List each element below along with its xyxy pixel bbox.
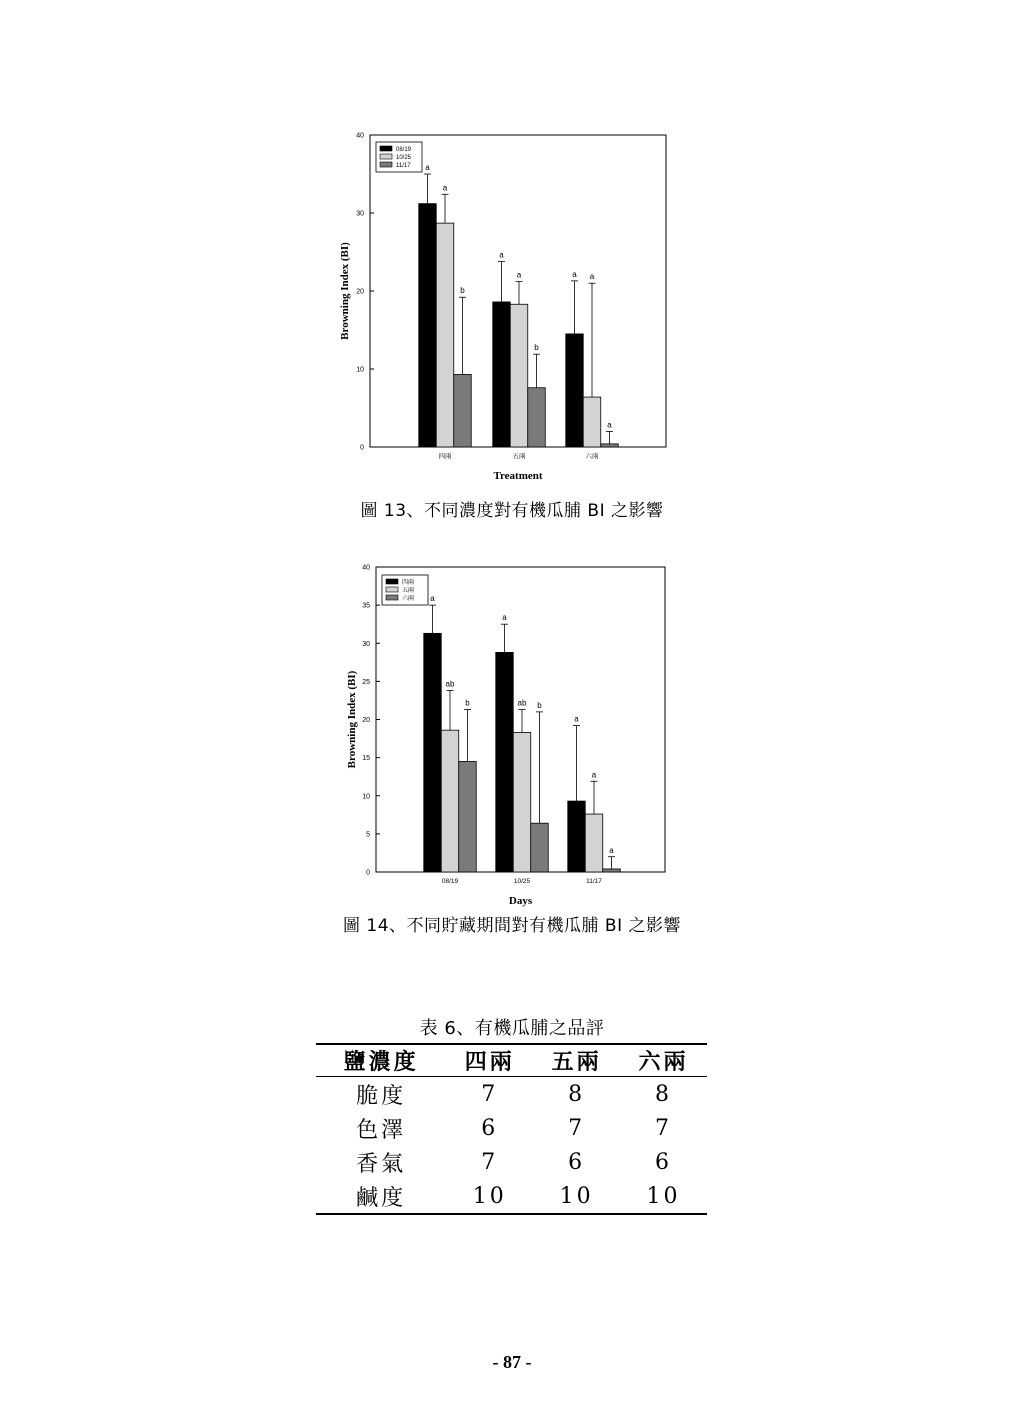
header-5-liang: 五兩	[533, 1044, 620, 1077]
significance-label: a	[430, 594, 435, 604]
legend-label: 四兩	[402, 580, 415, 586]
table-cell: 6	[568, 1149, 586, 1175]
bar	[454, 374, 472, 447]
figure-14-caption: 圖 14、不同貯藏期間對有機瓜脯 BI 之影響	[342, 916, 682, 936]
bar	[568, 801, 586, 872]
y-tick-label: 30	[362, 640, 370, 648]
bar	[424, 633, 442, 872]
table-cell: 7	[568, 1115, 586, 1141]
table-cell: 7	[481, 1149, 499, 1175]
table-cell: 7	[481, 1081, 499, 1107]
header-4-liang: 四兩	[446, 1044, 533, 1077]
row-label: 脆度	[356, 1083, 407, 1109]
row-label: 鹹度	[316, 1179, 446, 1214]
bar	[585, 814, 603, 872]
y-axis-title: Browning Index (BI)	[339, 242, 351, 340]
table-cell: 6	[481, 1115, 499, 1141]
bar	[441, 730, 459, 872]
legend-label: 五兩	[402, 588, 415, 594]
legend-swatch	[386, 595, 398, 600]
header-6-liang: 六兩	[620, 1044, 707, 1077]
legend-swatch	[380, 154, 392, 159]
y-tick-label: 35	[362, 602, 370, 610]
legend-swatch	[386, 579, 398, 584]
significance-label: a	[425, 163, 430, 172]
significance-label: a	[609, 845, 614, 855]
y-tick-label: 0	[360, 444, 364, 452]
table-header-row	[316, 1044, 707, 1077]
bar	[496, 652, 514, 872]
figure-14-chart	[0, 555, 1024, 910]
table-row	[316, 1179, 707, 1214]
table-cell: 8	[655, 1081, 673, 1107]
y-tick-label: 10	[356, 366, 364, 374]
legend-swatch	[386, 587, 398, 592]
significance-label: a	[502, 613, 507, 623]
legend-swatch	[380, 146, 392, 151]
y-tick-label: 5	[366, 831, 370, 839]
table-cell: 8	[568, 1081, 586, 1107]
header-salt-concentration: 鹽濃度	[316, 1044, 446, 1077]
significance-label: a	[442, 183, 448, 193]
table-cell: 10	[446, 1179, 533, 1214]
x-tick-label: 五兩	[512, 453, 526, 460]
x-tick-label: 10/25	[513, 878, 531, 885]
figure-13-chart	[0, 120, 1024, 490]
table-row	[316, 1077, 707, 1112]
table-cell: 7	[655, 1115, 673, 1141]
significance-label: a	[589, 272, 595, 282]
legend-label: 六兩	[402, 596, 415, 602]
bar	[603, 869, 621, 872]
significance-label: b	[460, 286, 465, 296]
significance-label: a	[572, 269, 577, 279]
table-row	[316, 1145, 707, 1179]
significance-label: a	[607, 420, 612, 430]
row-label: 香氣	[356, 1151, 407, 1177]
figure-13-caption: 圖 13、不同濃度對有機瓜脯 BI 之影響	[360, 501, 664, 521]
y-tick-label: 20	[362, 717, 370, 724]
significance-label: ab	[517, 698, 527, 708]
bar	[528, 388, 546, 447]
row-label: 色澤	[356, 1117, 407, 1143]
y-tick-label: 10	[362, 793, 370, 801]
sensory-rating-table	[316, 1043, 707, 1215]
x-tick-label: 四兩	[438, 453, 452, 460]
significance-label: a	[516, 270, 522, 280]
bar	[493, 302, 511, 447]
x-tick-label: 六兩	[585, 453, 599, 460]
y-tick-label: 40	[356, 132, 364, 140]
legend-label: 10/25	[396, 155, 412, 161]
bar	[419, 204, 437, 447]
y-tick-label: 40	[362, 564, 370, 572]
x-axis-title: Treatment	[493, 470, 543, 482]
bar	[513, 732, 531, 872]
significance-label: a	[591, 770, 597, 780]
significance-label: a	[499, 250, 504, 260]
significance-label: b	[534, 343, 539, 353]
significance-label: b	[465, 698, 470, 708]
bar	[566, 334, 584, 447]
y-tick-label: 20	[356, 288, 364, 296]
table-cell: 10	[620, 1179, 707, 1214]
legend-swatch	[380, 162, 392, 167]
y-tick-label: 0	[366, 869, 370, 877]
x-tick-label: 08/19	[441, 878, 459, 885]
bar	[531, 823, 549, 872]
bar	[583, 397, 601, 447]
significance-label: ab	[445, 679, 455, 689]
table-cell: 10	[533, 1179, 620, 1214]
x-tick-label: 11/17	[586, 878, 602, 885]
page-number: - 87 -	[492, 1352, 532, 1372]
bar	[459, 761, 477, 872]
y-tick-label: 15	[362, 755, 370, 763]
legend-label: 11/17	[396, 163, 411, 169]
bar	[510, 304, 528, 447]
y-tick-label: 30	[356, 210, 364, 218]
significance-label: b	[537, 700, 542, 710]
table-row	[316, 1111, 707, 1145]
table-cell: 6	[655, 1149, 673, 1175]
table-title: 表 6、有機瓜脯之品評	[419, 1018, 605, 1039]
x-axis-title: Days	[508, 895, 533, 907]
y-tick-label: 25	[362, 678, 370, 686]
y-axis-title: Browning Index (BI)	[346, 670, 358, 769]
bar	[436, 223, 454, 447]
bar	[601, 444, 619, 447]
legend-label: 08/19	[396, 147, 412, 153]
significance-label: a	[574, 714, 579, 724]
